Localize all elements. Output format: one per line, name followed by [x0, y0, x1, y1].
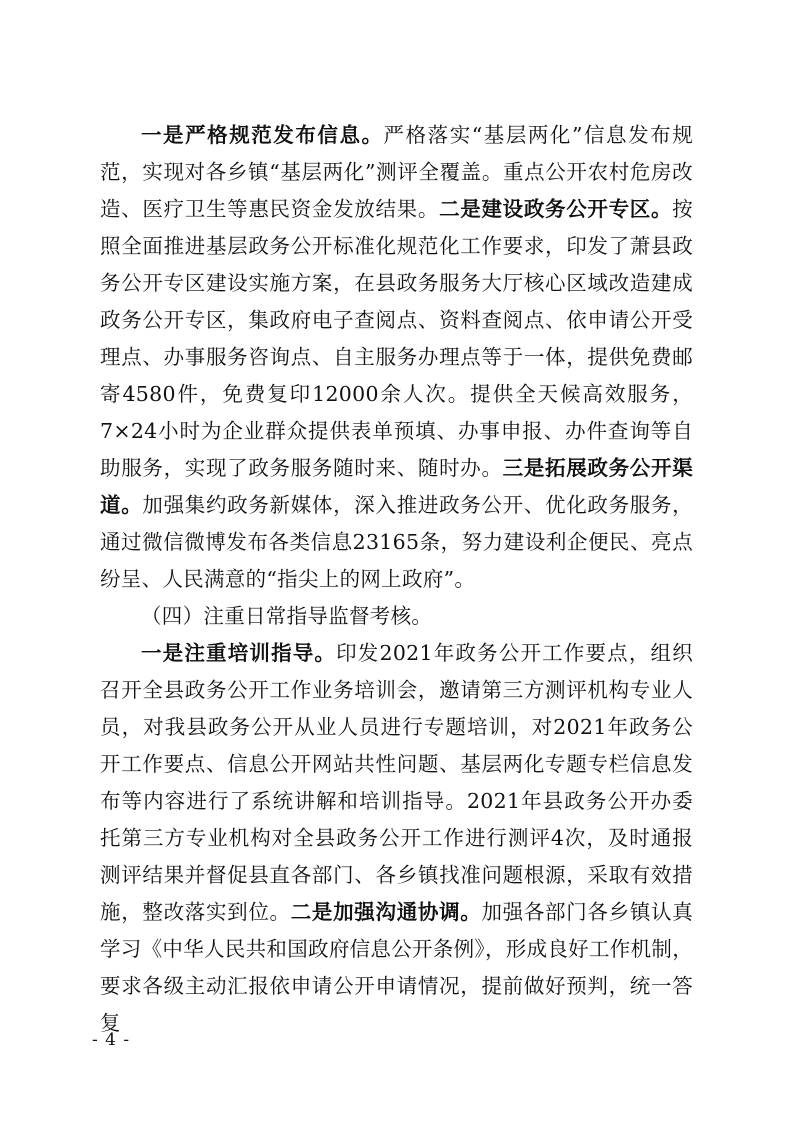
- run-bold: 一是注重培训指导。: [141, 641, 337, 665]
- run-normal: 印发2021年政务公开工作要点，组织召开全县政务公开工作业务培训会，邀请第三方测评机构专业人员，对我县政务公开从业人员进行专题培训，对2021年政务公开工作要点、信息公开网站共性问题、基层两化专题专栏信息发布等内容进行了系统讲解和培训指导。2021年县政务公开办委托第三方专业机构对全县政务公开工作进行测评4次，及时通报测评结果并督促县直各部门、各乡镇找准问题根源，采取有效措施，整改落实到位。: [100, 641, 694, 924]
- run-normal: 严格落实“基层两化”信息发布规范，实现对各乡镇“基层两化”测评全覆盖。重点公开农村危房改造、医疗卫生等惠民资金发放结果。: [100, 123, 693, 221]
- run-bold: 二是加强沟通协调。: [290, 900, 482, 924]
- document-body: [100, 117, 693, 1042]
- run-normal: 加强集约政务新媒体，深入推进政务公开、优化政务服务，通过微信微博发布各类信息23165条，努力建设利企便民、亮点纷呈、人民满意的“指尖上的网上政府”。: [100, 493, 693, 591]
- paragraph-publishing: [100, 117, 693, 598]
- run-normal: 加强各部门各乡镇认真学习《中华人民共和国政府信息公开条例》，形成良好工作机制，要求各级主动汇报依申请公开申请情况，提前做好预判，统一答复: [100, 900, 693, 1035]
- run-normal: 按照全面推进基层政务公开标准化规范化工作要求，印发了萧县政务公开专区建设实施方案，在县政务服务大厅核心区域改造建成政务公开专区，集政府电子查阅点、资料查阅点、依申请公开受理点、办事服务咨询点、自主服务办理点等于一体，提供免费邮寄4580件，免费复印12000余人次。提供全天候高效服务，7×24小时为企业群众提供表单预填、办事申报、办件查询等自助服务，实现了政务服务随时来、随时办。: [100, 197, 693, 480]
- section-heading-4: （四）注重日常指导监督考核。: [141, 604, 433, 628]
- paragraph-training: [100, 635, 693, 1042]
- run-bold: 三是拓展政务公开渠道。: [100, 456, 693, 517]
- run-bold: 二是建设政务公开专区。: [439, 197, 673, 221]
- run-bold: 一是严格规范发布信息。: [141, 123, 384, 147]
- page-number: - 4 -: [92, 1030, 131, 1050]
